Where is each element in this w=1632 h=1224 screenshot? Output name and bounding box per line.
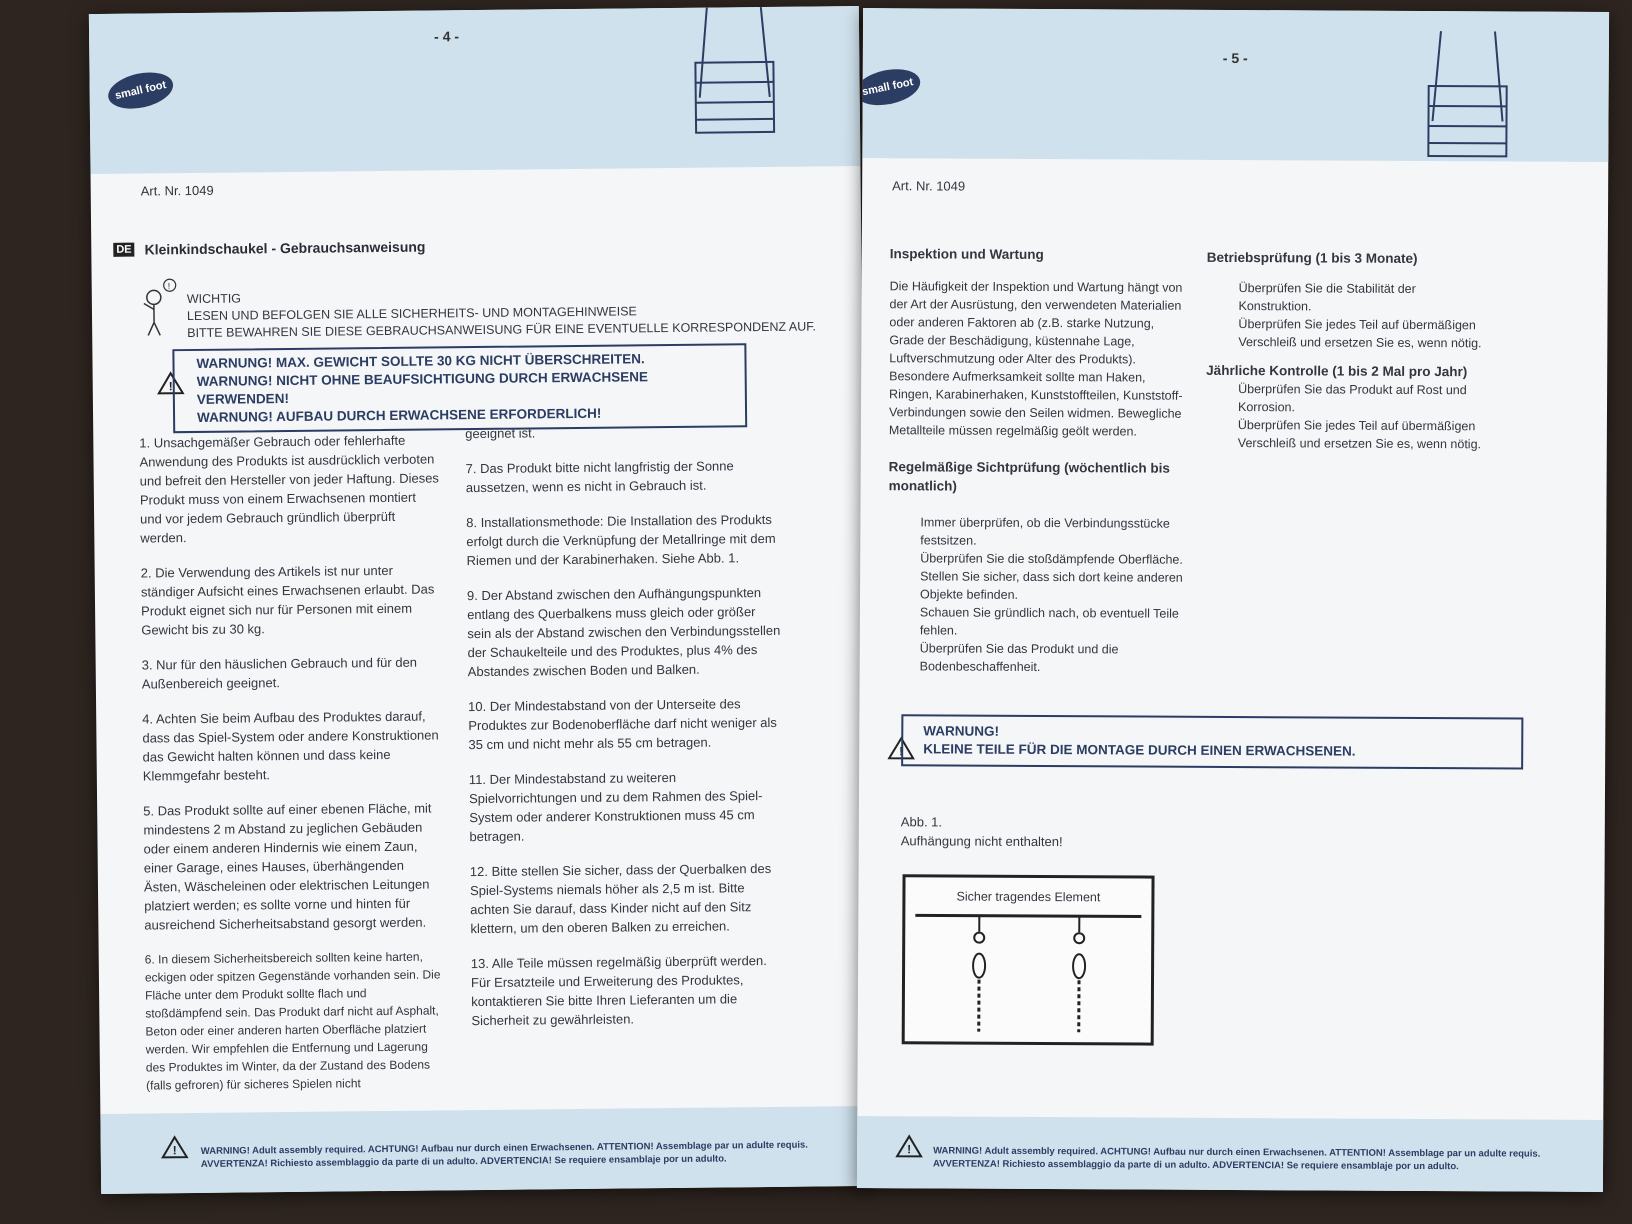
figure-label: Sicher tragendes Element: [956, 889, 1101, 905]
operational-heading: Betriebsprüfung (1 bis 3 Monate): [1206, 249, 1418, 266]
instruction-item: 5. Das Produkt sollte auf einer ebenen Fläche, mit mindestens 2 m Abstand zu jeglichen Gebäuden oder einem anderen Hindernis wie einem Zaun, einer Garage, eines Hauses, überhängenden Ästen, Wäscheleinen oder elektrischen Leitungen platziert werden; es sollte vorne und hinten für ausreichend Sicherheitsabstand gesorgt werden.: [143, 800, 432, 933]
instruction-item: 13. Alle Teile müssen regelmäßig überprüft werden. Für Ersatzteile und Erweiterung des Produktes, kontaktieren Sie bitte Ihren Lieferanten um die Sicherheit zu gewährleisten.: [470, 953, 767, 1029]
footer-warnings: [933, 1144, 1573, 1173]
important-notice: [187, 284, 816, 342]
swing-illustration: [1422, 31, 1513, 161]
instruction-item: 9. Der Abstand zwischen den Aufhängungspunkten entlang des Querbalkens muss gleich oder größer sein als der Abstand zwischen den Verbindungsstellen der Schaukelteile und des Produktes, plus 4% des Abstandes zwischen Boden und Balken.: [466, 585, 781, 680]
left-page: [89, 6, 871, 1194]
warning-box: [172, 343, 747, 433]
instruction-item: 2. Die Verwendung des Artikels ist nur unter ständiger Aufsicht eines Erwachsenen erlaubt. Das Produkt eignet sich nur für Personen mit einem Gewicht bis zu 30 kg.: [140, 562, 435, 638]
figure-suspension: [902, 874, 1155, 1045]
list-item: Überprüfen Sie die stoßdämpfende Oberfläche.: [920, 551, 1183, 567]
instruction-item: geeignet ist.: [465, 425, 536, 442]
footer-line-1: WARNING! Adult assembly required. ACHTUNG! Aufbau nur durch einen Erwachsenen. ATTENTION! Assemblage par un adulte requis.: [200, 1139, 808, 1157]
list-item: Überprüfen Sie das Produkt auf Rost und Korrosion.: [1237, 382, 1467, 415]
page-title: Kleinkindschaukel - Gebrauchsanweisung: [144, 238, 426, 258]
instruction-item: 6. In diesem Sicherheitsbereich sollten keine harten, eckigen oder spitzen Gegenstände vorhanden sein. Die Fläche unter dem Produkt sollte flach und stoßdämpfend sein. Das Produkt darf nicht auf Asphalt, Beton oder einer anderen harten Oberfläche platziert werden. Wir empfehlen die Entfernung und Lagerung des Produktes im Winter, da der Zustand des Bodens (falls gefroren) für sicheres Spielen nicht: [144, 949, 441, 1093]
maintenance-schedule: [1206, 248, 1487, 453]
list-item: Schauen Sie gründlich nach, ob eventuell Teile fehlen.: [919, 605, 1179, 638]
important-line-1: LESEN UND BEFOLGEN SIE ALLE SICHERHEITS- UND MONTAGEHINWEISE: [186, 304, 637, 324]
article-number: Art. Nr. 1049: [140, 182, 214, 199]
footer-warning-icon: [895, 1134, 923, 1158]
svg-text:!: !: [168, 379, 173, 394]
list-item: Überprüfen Sie das Produkt und die Bodenbeschaffenheit.: [919, 641, 1119, 674]
footer-line-1: WARNING! Adult assembly required. ACHTUNG! Aufbau nur durch einen Erwachsenen. ATTENTION! Assemblage par un adulte requis.: [933, 1145, 1541, 1160]
inspection-text: Die Häufigkeit der Inspektion und Wartung hängt von der Art der Ausrüstung, den verwendeten Materialien oder anderen Faktoren ab (z.B. starke Nutzung, Grade der Beschädigung, küstennahe Lage, Luftverschmutzung oder Alter des Produkts). Besondere Aufmerksamkeit sollte man Haken, Ringen, Karabinerhaken, Kunststoffteilen, Kunststoff-Verbindungen sowie den Seilen widmen. Bewegliche Metallteile müssen regelmäßig geölt werden.: [888, 279, 1183, 439]
instruction-item: 10. Der Mindestabstand von der Unterseite des Produktes zur Bodenoberfläche darf nicht weniger als 35 cm und nicht mehr als 55 cm betragen.: [468, 696, 777, 753]
warning-line-2: WARNUNG! NICHT OHNE BEAUFSICHTIGUNG DURCH ERWACHSENE VERWENDEN!: [196, 369, 649, 407]
small-parts-warning: [901, 714, 1523, 769]
instruction-item: 11. Der Mindestabstand zu weiteren Spielvorrichtungen und zu dem Rahmen des Spiel-System oder anderer Konstruktionen muss 45 cm betragen.: [468, 769, 763, 845]
annual-heading: Jährliche Kontrolle (1 bis 2 Mal pro Jahr): [1206, 362, 1468, 380]
warning-title: WARNUNG!: [923, 723, 1000, 739]
small-foot-logo: small foot: [105, 67, 177, 115]
important-heading: WICHTIG: [186, 291, 242, 307]
page-number: - 4 -: [434, 28, 460, 45]
warning-line-1: WARNUNG! MAX. GEWICHT SOLLTE 30 KG NICHT ÜBERSCHREITEN.: [196, 351, 645, 371]
warning-line-3: WARNUNG! AUFBAU DURCH ERWACHSENE ERFORDERLICH!: [196, 405, 602, 425]
figure-caption: Abb. 1.: [900, 814, 943, 830]
svg-text:!: !: [899, 744, 904, 759]
title-row: [113, 239, 425, 258]
inspection-heading: Inspektion und Wartung: [889, 246, 1044, 263]
important-line-2: BITTE BEWAHREN SIE DIESE GEBRAUCHSANWEISUNG FÜR EINE EVENTUELLE KORRESPONDENZ AUF.: [187, 319, 817, 341]
footer-warning-icon: [161, 1135, 189, 1159]
footer-line-2: AVVERTENZA! Richiesto assemblaggio da parte di un adulto. ADVERTENCIA! Se requiere ensamblaje por un adulto.: [200, 1153, 727, 1170]
instructions-column-1: [139, 430, 446, 1110]
right-page: [857, 8, 1609, 1192]
instruction-item: 12. Bitte stellen Sie sicher, dass der Querbalken des Spiel-Systems niemals höher als 2,5 m ist. Bitte achten Sie darauf, dass Kinder nicht auf den Sitz klettern, um den oberen Balken zu erreichen.: [469, 860, 772, 937]
visual-check-heading: Regelmäßige Sichtprüfung (wöchentlich bis monatlich): [888, 459, 1171, 494]
instructions-column-2: [465, 421, 786, 1046]
instruction-item: 1. Unsachgemäßer Gebrauch oder fehlerhafte Anwendung des Produkts ist ausdrücklich verboten und befreit den Hersteller von jeder Haftung. Dieses Produkt muss von einem Erwachsenen montiert und vor jedem Gebrauch gründlich überprüft werden.: [139, 432, 439, 546]
small-foot-logo: small foot: [857, 64, 924, 111]
instruction-item: 8. Installationsmethode: Die Installation des Produkts erfolgt durch die Verknüpfung der Metallringe mit dem Riemen und der Karabinerhaken. Siehe Abb. 1.: [466, 511, 776, 569]
page-number: - 5 -: [1222, 49, 1248, 67]
list-item: Überprüfen Sie jedes Teil auf übermäßigen Verschleiß und ersetzen Sie es, wenn nötig.: [1238, 317, 1482, 351]
figure-note: Aufhängung nicht enthalten!: [900, 833, 1063, 850]
list-item: Überprüfen Sie die Stabilität der Konstruktion.: [1238, 281, 1416, 314]
swing-illustration: [689, 7, 780, 138]
suspension-diagram: [905, 907, 1152, 1038]
footer-line-2: AVVERTENZA! Richiesto assemblaggio da parte di un adulto. ADVERTENCIA! Se requiere ensamblaje por un adulto.: [933, 1158, 1459, 1173]
list-item: Stellen Sie sicher, dass sich dort keine anderen Objekte befinden.: [919, 569, 1183, 602]
visual-check-list: [920, 513, 1189, 676]
inspection-section: [888, 244, 1190, 677]
list-item: Immer überprüfen, ob die Verbindungsstücke festsitzen.: [920, 515, 1170, 548]
left-hook-assembly: [973, 916, 986, 1032]
figure-caption-block: [901, 812, 1063, 851]
svg-text:!: !: [167, 281, 171, 292]
svg-text:!: !: [172, 1143, 177, 1158]
person-warning-icon: [138, 277, 179, 337]
svg-text:!: !: [907, 1142, 912, 1157]
instruction-item: 7. Das Produkt bitte nicht langfristig der Sonne aussetzen, wenn es nicht in Gebrauch ist.: [465, 458, 734, 496]
operational-list: [1238, 279, 1486, 352]
list-item: Überprüfen Sie jedes Teil auf übermäßigen Verschleiß und ersetzen Sie es, wenn nötig.: [1237, 418, 1482, 452]
instruction-item: 3. Nur für den häuslichen Gebrauch und für den Außenbereich geeignet.: [141, 654, 418, 692]
instruction-item: 4. Achten Sie beim Aufbau des Produktes darauf, dass das Spiel-System oder andere Konstruktionen das Gewicht halten können und dass keine Klemmgefahr besteht.: [142, 708, 439, 784]
annual-list: [1238, 380, 1486, 453]
warning-text: KLEINE TEILE FÜR DIE MONTAGE DURCH EINEN ERWACHSENEN.: [923, 741, 1356, 759]
language-badge: DE: [113, 243, 134, 257]
article-number: Art. Nr. 1049: [892, 178, 966, 194]
right-hook-assembly: [1073, 916, 1086, 1032]
